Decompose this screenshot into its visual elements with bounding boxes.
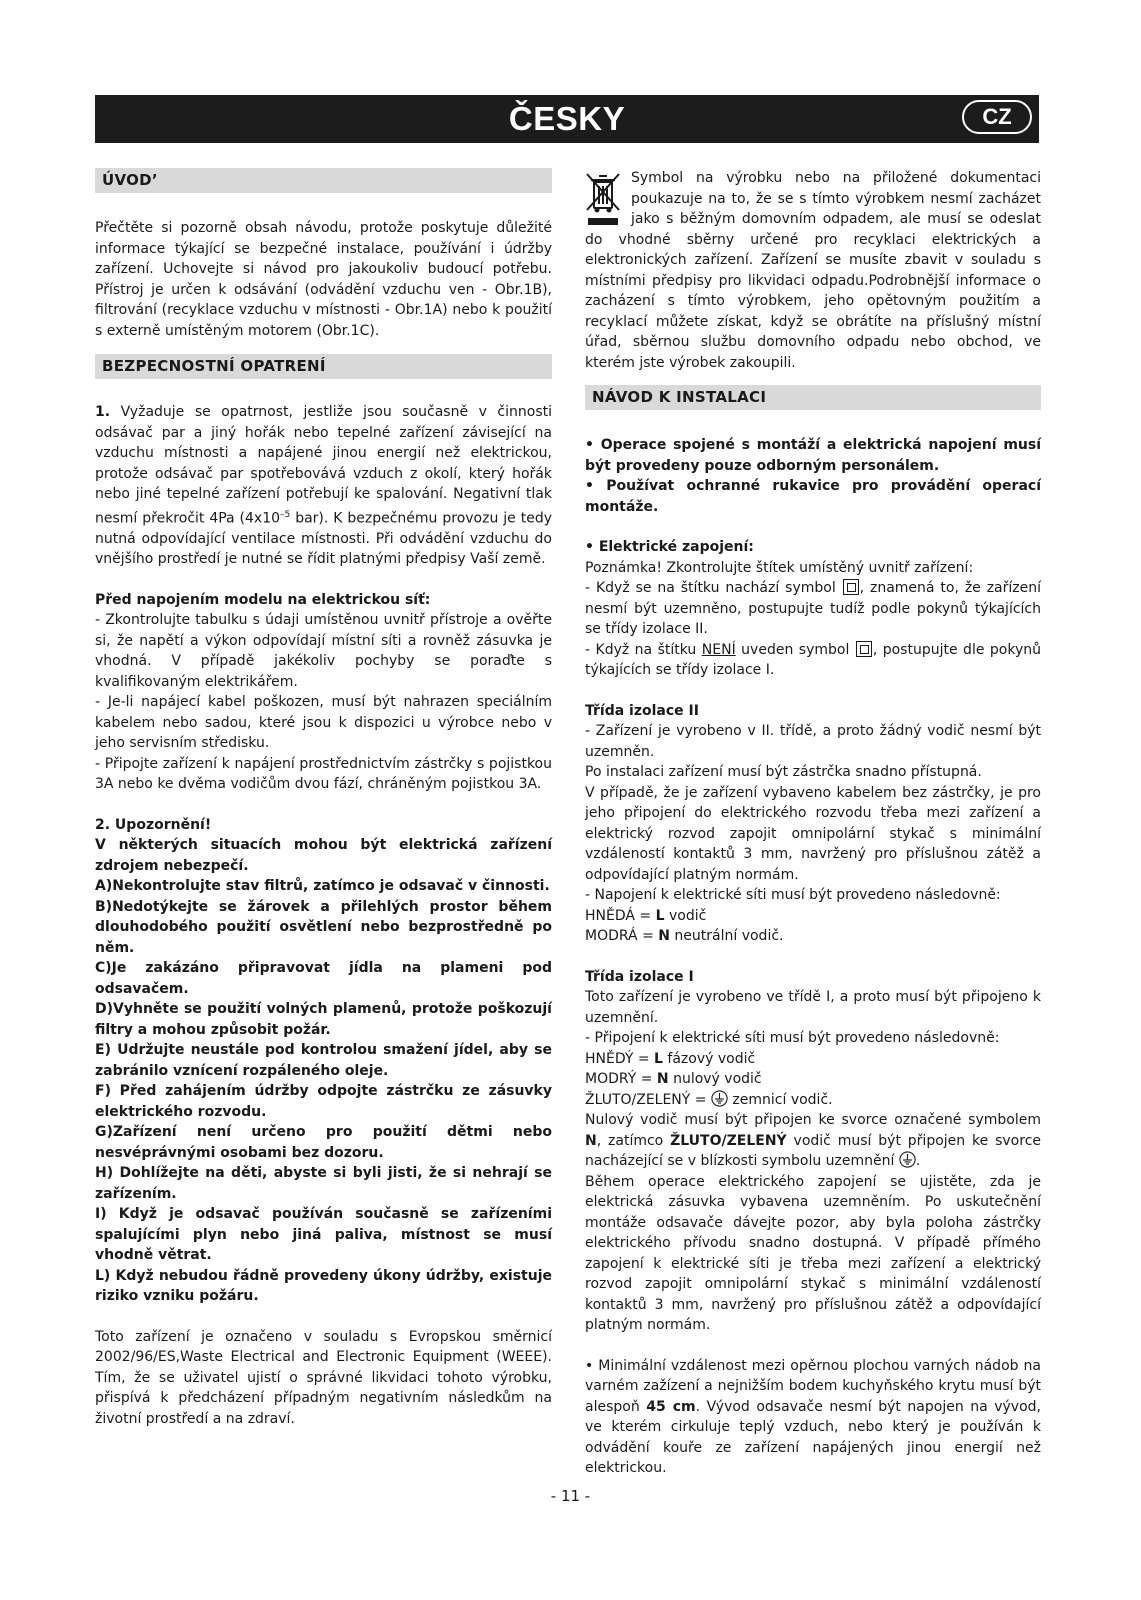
ground-icon — [711, 1090, 728, 1107]
electrical-note: Poznámka! Zkontrolujte štítek umístěný uvnitř zařízení: — [585, 559, 974, 576]
electrical-text: - Když na štítku — [585, 641, 702, 658]
section-heading-safety: BEZPECNOSTNÍ OPATRENÍ — [95, 354, 552, 379]
warning-item: L) Když nebudou řádně provedeny úkony údržby, existuje riziko vzniku požáru. — [95, 1267, 552, 1305]
class-i-text: Během operace elektrického zapojení se ujistěte, zda je elektrická zásuvka vybavena uzemněním. Po uskutečnění montáže odsavače dávejte pozor, aby byla poloha zástrčky elektrického přívodu snadno dostupná. V případě přímého zapojení k elektrické síti je třeba mezi zařízení a elektrický rozvod zapojit omnipolární stykač s minimální vzdáleností kontaktů 3 mm, navržený pro příslušnou zátěž a odpovídající platným normám. — [585, 1173, 1041, 1333]
language-title: ČESKY — [508, 100, 626, 137]
electrical-item — [585, 640, 1041, 681]
weee-symbol-paragraph: Symbol na výrobku nebo na přiložené dokumentaci poukazuje na to, že se s tímto výrobkem nesmí zacházet jako s běžným domovním odpadem, ale musí se odeslat do vhodné sběrny určené pro recyklaci elektrických a elektronických zařízení. Zařízení se musíte zbavit v souladu s místními předpisy pro likvidaci odpadu.Podrobnější informace o zacházení s tímto výrobkem, jeho opětovným použitím a recyklací můžete získat, když se obrátíte na příslušný místní úřad, sběrnou službu domovního odpadu nebo obchod, ve kterém jste výrobek zakoupili. — [585, 170, 1041, 371]
wire-desc: vodič — [664, 907, 707, 924]
class-ii-wire — [585, 926, 1041, 947]
wire-desc: neutrální vodič. — [669, 928, 784, 944]
class-ii-wire — [585, 906, 1041, 927]
right-column — [585, 168, 1041, 1479]
class-i-span: , zatímco — [596, 1132, 671, 1149]
warning-item: D)Vyhněte se použití volných plamenů, protože poškozují filtry a mohou způsobit požár. — [95, 1001, 552, 1038]
wire-desc: fázový vodič — [662, 1050, 756, 1067]
safety-paragraph-1 — [95, 402, 552, 570]
warning-item: C)Je zakázáno připravovat jídla na plameni pod odsavačem. — [95, 960, 552, 997]
section-heading-installation: NÁVOD K INSTALACI — [585, 385, 1041, 410]
wire-label: ŽLUTO/ZELENÝ = — [585, 1091, 711, 1108]
warning-item: H) Dohlížejte na děti, abyste si byli jisti, že si nehrají se zařízením. — [95, 1165, 552, 1202]
before-connect-item: - Je-li napájecí kabel poškozen, musí být nahrazen speciálním kabelem nebo sadou, které jsou k dispozici u výrobce nebo v jeho servisním středisku. — [95, 694, 552, 752]
wire-label: MODRÝ = — [585, 1071, 657, 1087]
warning-item: A)Nekontrolujte stav filtrů, zatímco je odsavač v činnosti. — [95, 878, 550, 895]
left-column — [95, 168, 552, 1429]
double-insulation-icon — [856, 641, 872, 657]
electrical-item — [585, 578, 1041, 640]
before-connect-item: - Připojte zařízení k napájení prostřednictvím zástrčky s pojistkou 3A nebo ke dvěma vodičům dvou fází, chráněným pojistkou 3A. — [95, 755, 552, 793]
class-i-span: . — [915, 1153, 921, 1169]
section-heading-intro: ÚVOD’ — [95, 168, 552, 193]
install-bold-note: • Operace spojené s montáží a elektrická napojení musí být provedeny pouze odborným personálem. — [585, 437, 1041, 474]
electrical-underlined: NENÍ — [701, 641, 736, 658]
class-i-text — [585, 1110, 1041, 1172]
class-i-wire — [585, 1090, 1041, 1111]
electrical-text: uveden symbol — [735, 641, 855, 658]
before-connect-item: - Zkontrolujte tabulku s údaji umístěnou uvnitř přístroje a ověřte si, že napětí a výkon odpovídají místní síti a rovněž zásuvka je vhodná. V případě jakékoliv pochyby se poraďte s kvalifikovaným elektrikářem. — [95, 612, 552, 690]
warning-intro: V některých situacích mohou být elektrická zařízení zdrojem nebezpečí. — [95, 837, 552, 874]
class-ii-text: Po instalaci zařízení musí být zástrčka snadno přístupná. — [585, 764, 982, 780]
electrical-text: , znamená to, že zařízení nesmí být uzemněno, postupujte tudíž podle pokynů týkajících se třídy izolace II. — [585, 580, 1041, 637]
electrical-text: - Když se na štítku nachází symbol — [585, 580, 842, 596]
install-bold-note: • Používat ochranné rukavice pro provádění operací montáže. — [585, 478, 1041, 515]
electrical-title: • Elektrické zapojení: — [585, 539, 754, 555]
country-code-badge: CZ — [962, 100, 1032, 134]
class-i-span: vodič musí být připojen ke svorce nacházející se v blízkosti symbolu uzemnění — [585, 1132, 1041, 1169]
warning-item: B)Nedotýkejte se žárovek a přilehlých prostor během dlouhodobého použití osvětlení nebo bezprostředně po něm. — [95, 898, 552, 956]
safety-exponent: –5 — [280, 509, 291, 520]
before-connect-title: Před napojením modelu na elektrickou síť: — [95, 591, 431, 608]
safety-number: 1. — [95, 404, 111, 420]
warning-item: F) Před zahájením údržby odpojte zástrčku ze zásuvky elektrického rozvodu. — [95, 1083, 552, 1120]
class-i-text: Toto zařízení je vyrobeno ve třídě I, a proto musí být připojeno k uzemnění. — [585, 989, 1041, 1026]
wire-letter: N — [656, 1071, 669, 1087]
electrical-text: , postupujte dle pokynů týkajících se třídy izolace I. — [585, 641, 1041, 678]
intro-paragraph: Přečtěte si pozorně obsah návodu, protože poskytuje důležité informace týkající se bezpečné instalace, používání i údržby zařízení. Uchovejte si návod pro jakoukoliv budoucí potřebu. Přístroj je určen k odsávání (odvádění vzduchu ven - Obr.1B), filtrování (recyklace vzduchu v místnosti - Obr.1A) nebo k použití s externě umístěným motorem (Obr.1C). — [95, 220, 552, 339]
class-i-text: - Připojení k elektrické síti musí být provedeno následovně: — [585, 1030, 1000, 1046]
min-distance-text: . Vývod odsavače nesmí být napojen na vývod, ve kterém cirkuluje teplý vzduch, nebo který je používán k odvádění kouře ze zařízení napájených jinou energií než elektrickou. — [585, 1398, 1041, 1476]
weee-paragraph: Toto zařízení je označeno v souladu s Evropskou směrnicí 2002/96/ES,Waste Electrical and Electronic Equipment (WEEE). Tím, že se uživatel ujistí o správné likvidaci tohoto výrobku, přispívá k předcházení případným negativním následkům na životní prostředí a na zdraví. — [95, 1328, 552, 1427]
class-i-wire — [585, 1069, 1041, 1090]
wire-label: HNĚDÝ = — [585, 1050, 655, 1067]
safety-text-a: Vyžaduje se opatrnost, jestliže jsou současně v činnosti odsávač par a jiný hořák nebo tepelné zařízení závisející na vzduchu místnosti a napájené jinou energií než elektrickou, protože odsávač par spotřebovává vzduch z okolí, který hořák nebo jiné tepelné zařízení potřebují ke spalování. Negativní tlak nesmí překročit 4Pa (4x10 — [95, 404, 552, 527]
warning-item: E) Udržujte neustále pod kontrolou smažení jídel, aby se zabránilo vznícení rozpáleného oleje. — [95, 1042, 552, 1079]
class-ii-title: Třída izolace II — [585, 702, 699, 719]
language-banner — [95, 95, 1039, 143]
class-i-wire — [585, 1049, 1041, 1070]
safety-text-b: bar). K bezpečnému provozu je tedy nutná odpovídající ventilace místnosti. Při odvádění vzduchu do vnějšího prostředí je nutné se řídit platnými předpisy Vaší země. — [95, 510, 552, 568]
double-insulation-icon — [843, 579, 859, 595]
class-i-title: Třída izolace I — [585, 968, 694, 985]
page-number: - 11 - — [550, 1487, 591, 1505]
warning-item: G)Zařízení není určeno pro použití dětmi nebo nesvéprávnými osobami bez dozoru. — [95, 1124, 552, 1161]
class-i-bold: ŽLUTO/ZELENÝ — [670, 1132, 787, 1149]
wire-desc: zemnicí vodič. — [727, 1091, 833, 1108]
class-ii-text: - Napojení k elektrické síti musí být provedeno následovně: — [585, 887, 1001, 903]
class-i-span: Nulový vodič musí být připojen ke svorce označené symbolem — [585, 1112, 1041, 1128]
wire-desc: nulový vodič — [668, 1071, 762, 1087]
wire-label: HNĚDÁ = — [585, 907, 656, 924]
warning-title: 2. Upozornění! — [95, 816, 212, 833]
class-ii-text: V případě, že je zařízení vybaveno kabelem bez zástrčky, je pro jeho připojení do elektrického rozvodu třeba mezi zařízení a elektrický rozvod zapojit omnipolární stykač s minimální vzdáleností kontaktů 3 mm, navržený pro příslušnou zátěž a odpovídající platným normám. — [585, 784, 1041, 883]
crossed-out-bin-icon — [585, 170, 623, 228]
min-distance-paragraph — [585, 1356, 1041, 1479]
min-distance-value: 45 cm — [646, 1398, 696, 1415]
wire-letter: L — [655, 907, 665, 924]
class-ii-text: - Zařízení je vyrobeno v II. třídě, a proto žádný vodič nesmí být uzemněn. — [585, 723, 1041, 760]
class-i-bold: N — [585, 1132, 597, 1149]
wire-letter: N — [658, 928, 670, 944]
min-distance-text: • Minimální vzdálenost mezi opěrnou plochou varných nádob na varném zažízení a nejnižším bodem kuchyňského krytu musí být alespoň — [585, 1357, 1041, 1415]
warning-item: I) Když je odsavač používán současně se zařízeními spalujícími plyn nebo jiná paliva, místnost se musí vhodně větrat. — [95, 1206, 552, 1264]
ground-icon — [899, 1151, 916, 1168]
wire-label: MODRÁ = — [585, 928, 659, 944]
wire-letter: L — [654, 1050, 663, 1067]
